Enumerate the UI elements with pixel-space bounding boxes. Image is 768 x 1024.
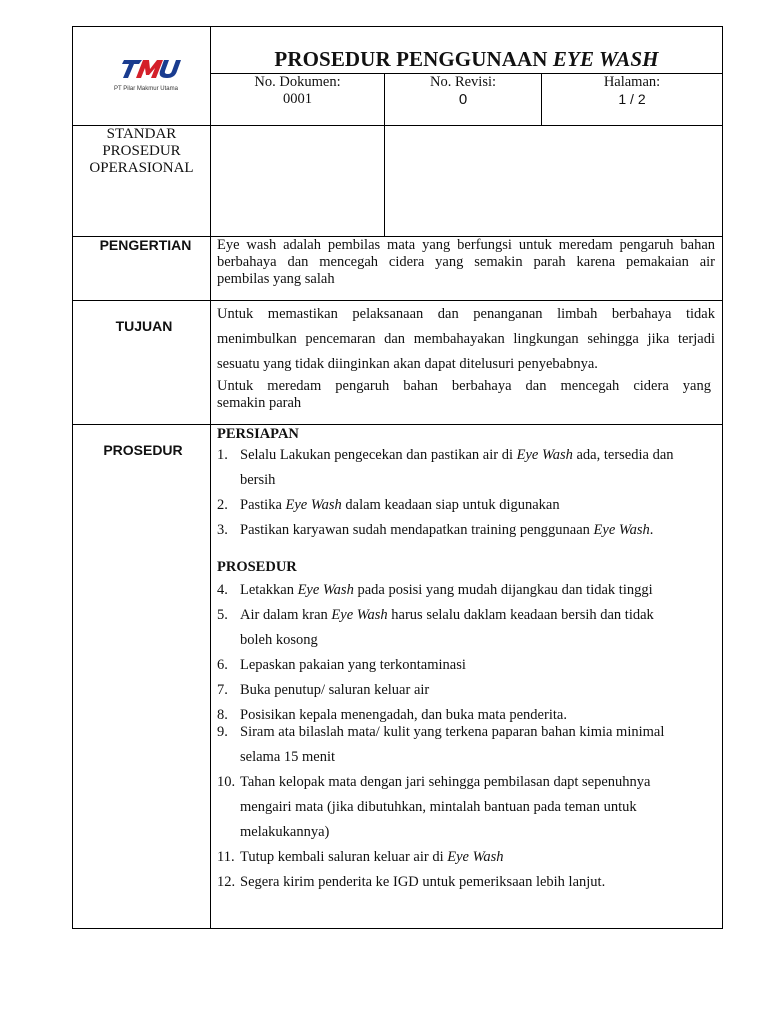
step-number: 9. (217, 724, 228, 740)
step-text: ada, tersedia dan (572, 447, 674, 463)
title-italic: EYE WASH (552, 47, 659, 71)
company-logo (112, 57, 202, 97)
step-text: Tahan kelopak mata dengan jari sehingga pembilasan dapt sepenuhnya (240, 774, 651, 790)
procedure-step (217, 870, 717, 895)
step-text: Letakkan (240, 582, 298, 598)
tujuan-line: menimbulkan pencemaran dan membahayakan lingkungan sehingga jika terjadi (217, 331, 715, 347)
pengertian-line: berbahaya dan mencegah cidera yang semakin parah karena pemakaian air (217, 254, 715, 270)
document-number-value: 0001 (283, 91, 312, 107)
procedure-step (217, 770, 717, 845)
procedure-step (217, 518, 717, 543)
step-number: 7. (217, 682, 228, 698)
pengertian-line: Eye wash adalah pembilas mata yang berfungsi untuk meredam pengaruh bahan (217, 237, 715, 253)
step-text-italic: Eye Wash (331, 607, 388, 623)
tujuan-text (217, 302, 715, 412)
pmu-logo-icon (122, 57, 186, 81)
procedure-step (217, 678, 717, 703)
step-continuation: boleh kosong (240, 632, 318, 648)
step-text: Segera kirim penderita ke IGD untuk pemeriksaan lebih lanjut. (240, 874, 606, 890)
step-text: pada posisi yang mudah dijangkau dan tidak tinggi (353, 582, 653, 598)
step-number: 8. (217, 707, 228, 723)
step-number: 3. (217, 522, 228, 538)
tujuan-line: Untuk meredam pengaruh bahan berbahaya dan mencegah cidera yang (217, 378, 711, 394)
sop-label (73, 126, 210, 177)
procedure-step (217, 603, 717, 653)
step-text-italic: Eye Wash (593, 522, 650, 538)
step-number: 4. (217, 582, 228, 598)
step-text: Buka penutup/ saluran keluar air (240, 682, 430, 698)
step-text: dalam keadaan siap untuk digunakan (341, 497, 560, 513)
step-text: Selalu Lakukan pengecekan dan pastikan air di (240, 447, 517, 463)
document-number-cell (211, 74, 384, 108)
procedure-step (217, 720, 717, 770)
procedure-step (217, 845, 717, 870)
step-continuation: selama 15 menit (240, 749, 336, 765)
step-text-italic: Eye Wash (285, 497, 342, 513)
step-text: Tutup kembali saluran keluar air di (240, 849, 448, 865)
step-number: 10. (217, 774, 236, 790)
procedure-step (217, 493, 717, 518)
step-text: Lepaskan pakaian yang terkontaminasi (240, 657, 466, 673)
step-number: 1. (217, 447, 228, 463)
prosedur-label: PROSEDUR (103, 442, 183, 458)
title-main: PROSEDUR PENGGUNAAN (274, 47, 553, 71)
step-continuation: bersih (240, 472, 276, 488)
procedure-step (217, 443, 717, 493)
pengertian-line: pembilas yang salah (217, 271, 335, 287)
persiapan-heading: PERSIAPAN (217, 426, 299, 442)
step-number: 2. (217, 497, 228, 513)
step-text: harus selalu daklam keadaan bersih dan tidak (387, 607, 654, 623)
step-continuation: mengairi mata (jika dibutuhkan, mintalah bantuan pada teman untuk (240, 799, 637, 815)
step-text: Pastika (240, 497, 286, 513)
tujuan-line: Untuk memastikan pelaksanaan dan penanganan limbah berbahaya tidak (217, 306, 715, 322)
pengertian-text (217, 237, 715, 288)
procedure-step (217, 653, 717, 678)
step-text: Siram ata bilaslah mata/ kulit yang terkena paparan bahan kimia minimal (240, 724, 665, 740)
step-text-italic: Eye Wash (447, 849, 504, 865)
procedure-step (217, 578, 717, 603)
step-number: 12. (217, 874, 236, 890)
tujuan-label: TUJUAN (115, 318, 173, 334)
page-value: 1 / 2 (618, 91, 646, 107)
page-label: Halaman: (603, 74, 661, 90)
page-cell (542, 74, 722, 108)
step-text-italic: Eye Wash (297, 582, 354, 598)
step-text: Pastikan karyawan sudah mendapatkan training penggunaan (240, 522, 594, 538)
step-number: 5. (217, 607, 228, 623)
document-number-label: No. Dokumen: (254, 74, 341, 90)
company-name: PT Pilar Makmur Utama (114, 86, 178, 92)
step-number: 6. (217, 657, 228, 673)
pengertian-label: PENGERTIAN (99, 237, 192, 253)
revision-label: No. Revisi: (429, 74, 497, 90)
sop-line-1: STANDAR (106, 126, 177, 142)
revision-value: 0 (458, 91, 468, 108)
sop-line-2: PROSEDUR (102, 143, 181, 159)
sop-line-3: OPERASIONAL (89, 160, 194, 176)
document-title (211, 47, 722, 72)
step-text-italic: Eye Wash (516, 447, 573, 463)
step-number: 11. (217, 849, 235, 865)
tujuan-line: semakin parah (217, 395, 302, 411)
prosedur-content (217, 425, 717, 895)
step-text: . (649, 522, 654, 538)
step-continuation: melakukannya) (240, 824, 330, 840)
prosedur-heading: PROSEDUR (217, 559, 297, 575)
tujuan-line: sesuatu yang tidak diinginkan akan dapat ditelusuri penyebabnya. (217, 356, 598, 372)
revision-cell (385, 74, 541, 108)
step-text: Air dalam kran (240, 607, 332, 623)
step-text: Posisikan kepala menengadah, dan buka mata penderita. (240, 707, 567, 723)
